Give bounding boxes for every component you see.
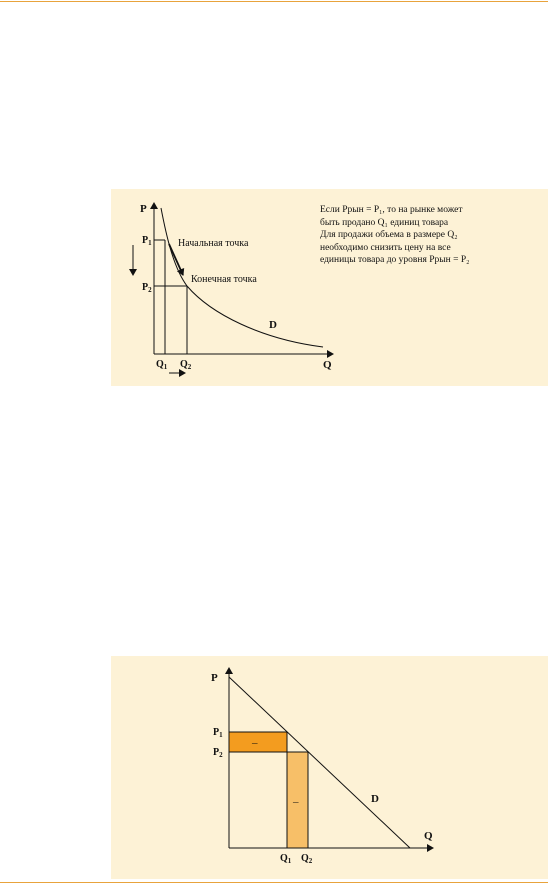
- y-axis-label: P: [140, 203, 147, 215]
- q2-label: $Q_2$: [301, 853, 313, 865]
- revenue-loss-area: [229, 732, 287, 752]
- explanation-note: [320, 204, 545, 267]
- note-line: необходимо снизить цену на все: [320, 242, 451, 253]
- demand-curve-panel: [111, 189, 548, 386]
- bottom-rule: [0, 882, 548, 883]
- x-axis-label: Q: [424, 830, 433, 842]
- x-axis-label: Q: [323, 359, 332, 371]
- p2-label: $P_2$: [142, 282, 152, 294]
- start-point-label: Начальная точка: [178, 238, 249, 249]
- q2-label: $Q_2$: [180, 359, 192, 371]
- demand-line: [229, 677, 410, 848]
- gain-sign: –: [293, 796, 299, 808]
- note-line: Если Pрын = P₁, то на рынке может: [320, 205, 463, 215]
- curve-d-label: D: [371, 793, 379, 805]
- end-point-label: Конечная точка: [191, 274, 257, 285]
- p1-label: $P_1$: [142, 235, 152, 247]
- linear-demand-diagram: [111, 656, 548, 879]
- top-rule: [0, 1, 548, 2]
- q1-label: $Q_1$: [280, 853, 292, 865]
- loss-sign: –: [252, 737, 258, 749]
- y-axis-label: P: [211, 672, 218, 684]
- linear-demand-panel: [111, 656, 548, 879]
- note-line: быть продано Q₁ единиц товара: [320, 217, 449, 228]
- p2-label: $P_2$: [213, 747, 223, 759]
- note-line: единицы товара до уровня Pрын = P₂: [320, 255, 470, 266]
- q1-label: $Q_1$: [156, 359, 168, 371]
- curve-d-label: D: [269, 319, 277, 331]
- note-line: Для продажи объема в размере Q₂: [320, 230, 458, 241]
- p1-label: $P_1$: [213, 727, 223, 739]
